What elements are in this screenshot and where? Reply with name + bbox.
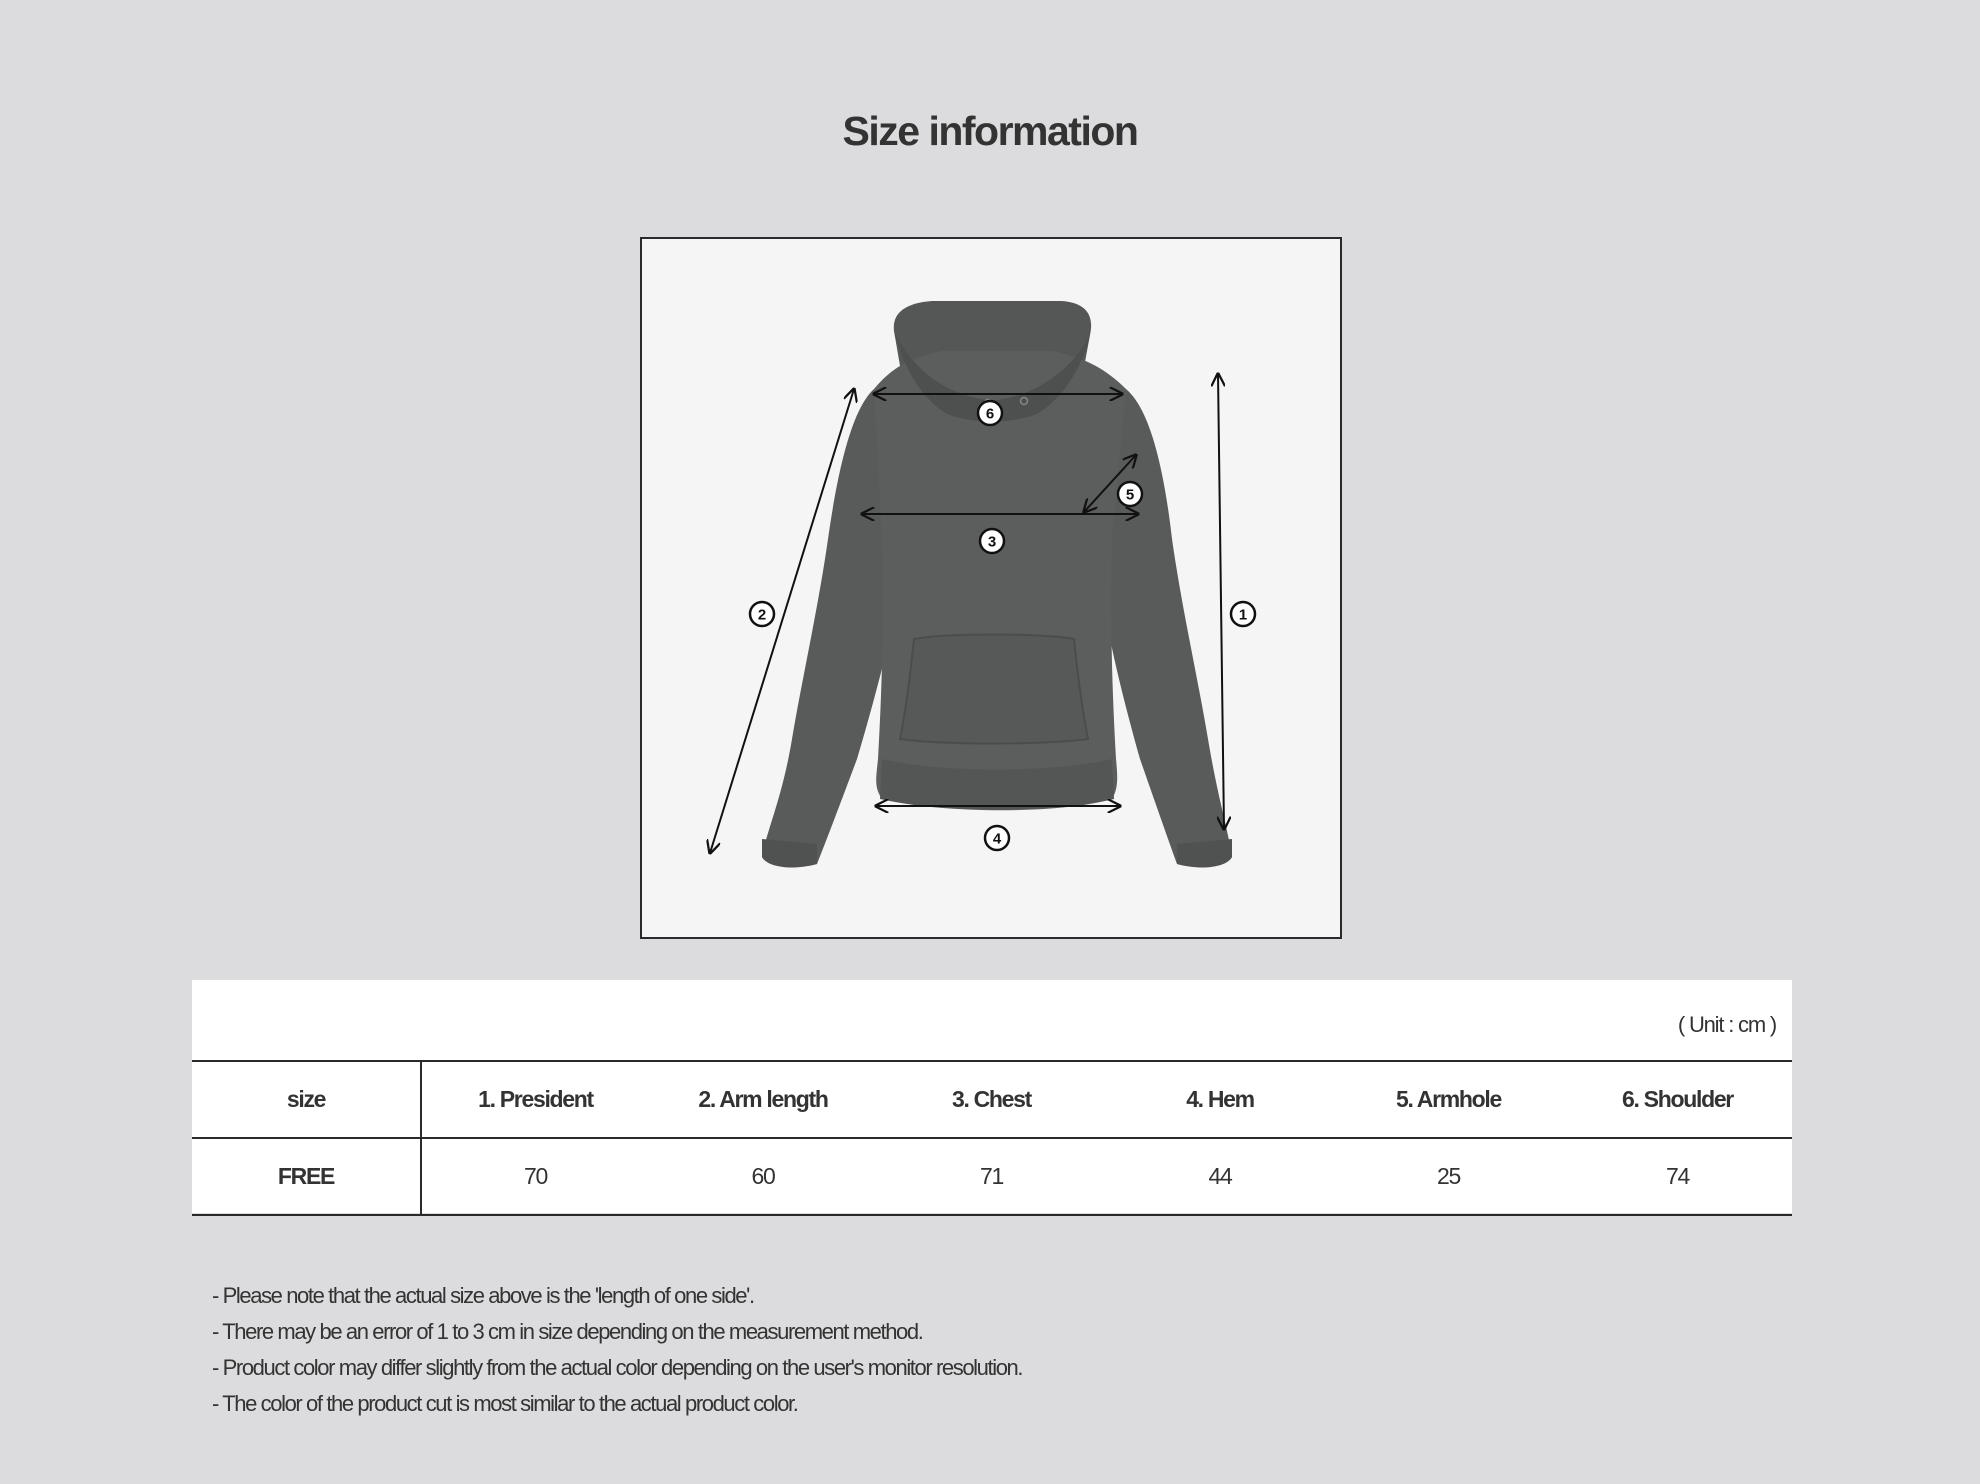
svg-text:4: 4 bbox=[992, 830, 1002, 848]
marker-3 bbox=[980, 529, 1004, 553]
note-item: - Product color may differ slightly from the actual color depending on the user's monitor resolution. bbox=[212, 1355, 1023, 1380]
size-label: FREE bbox=[192, 1138, 421, 1215]
size-notes bbox=[212, 1278, 1022, 1422]
marker-1 bbox=[1231, 602, 1255, 626]
note-item: - Please note that the actual size above is the 'length of one side'. bbox=[212, 1283, 754, 1308]
president-line bbox=[1218, 374, 1224, 829]
cell-president: 70 bbox=[524, 1163, 547, 1189]
size-table bbox=[192, 1060, 1792, 1216]
cell-chest: 71 bbox=[980, 1163, 1003, 1189]
page-title: Size information bbox=[842, 108, 1138, 154]
svg-text:2: 2 bbox=[757, 606, 767, 624]
hoodie-garment bbox=[762, 301, 1232, 868]
column-header-hem: 4. Hem bbox=[1106, 1061, 1334, 1138]
cell-armhole: 25 bbox=[1437, 1163, 1460, 1189]
svg-text:5: 5 bbox=[1125, 486, 1135, 504]
column-header-armhole: 5. Armhole bbox=[1334, 1061, 1563, 1138]
note-item: - The color of the product cut is most similar to the actual product color. bbox=[212, 1391, 798, 1416]
table-header-row bbox=[192, 1061, 1792, 1138]
marker-6 bbox=[978, 401, 1002, 425]
cell-arm-length: 60 bbox=[751, 1163, 775, 1189]
cell-shoulder: 74 bbox=[1666, 1163, 1689, 1189]
column-header-shoulder: 6. Shoulder bbox=[1563, 1061, 1792, 1138]
size-table-section bbox=[192, 980, 1792, 1213]
unit-note: ( Unit : cm ) bbox=[1677, 1012, 1776, 1037]
column-header-chest: 3. Chest bbox=[877, 1061, 1106, 1138]
table-row bbox=[192, 1138, 1792, 1215]
svg-text:3: 3 bbox=[987, 533, 997, 551]
column-header-arm-length: 2. Arm length bbox=[649, 1061, 877, 1138]
column-header-size: size bbox=[192, 1061, 421, 1138]
marker-4 bbox=[985, 826, 1009, 850]
cell-hem: 44 bbox=[1208, 1163, 1232, 1189]
column-header-president: 1. President bbox=[421, 1061, 649, 1138]
note-item: - There may be an error of 1 to 3 cm in size depending on the measurement method. bbox=[212, 1319, 923, 1344]
product-measurement-image bbox=[640, 237, 1342, 939]
hoodie-measurement-diagram-icon bbox=[642, 239, 1340, 937]
marker-5 bbox=[1118, 482, 1142, 506]
marker-2 bbox=[750, 602, 774, 626]
svg-text:6: 6 bbox=[985, 405, 995, 423]
svg-text:1: 1 bbox=[1238, 606, 1248, 624]
